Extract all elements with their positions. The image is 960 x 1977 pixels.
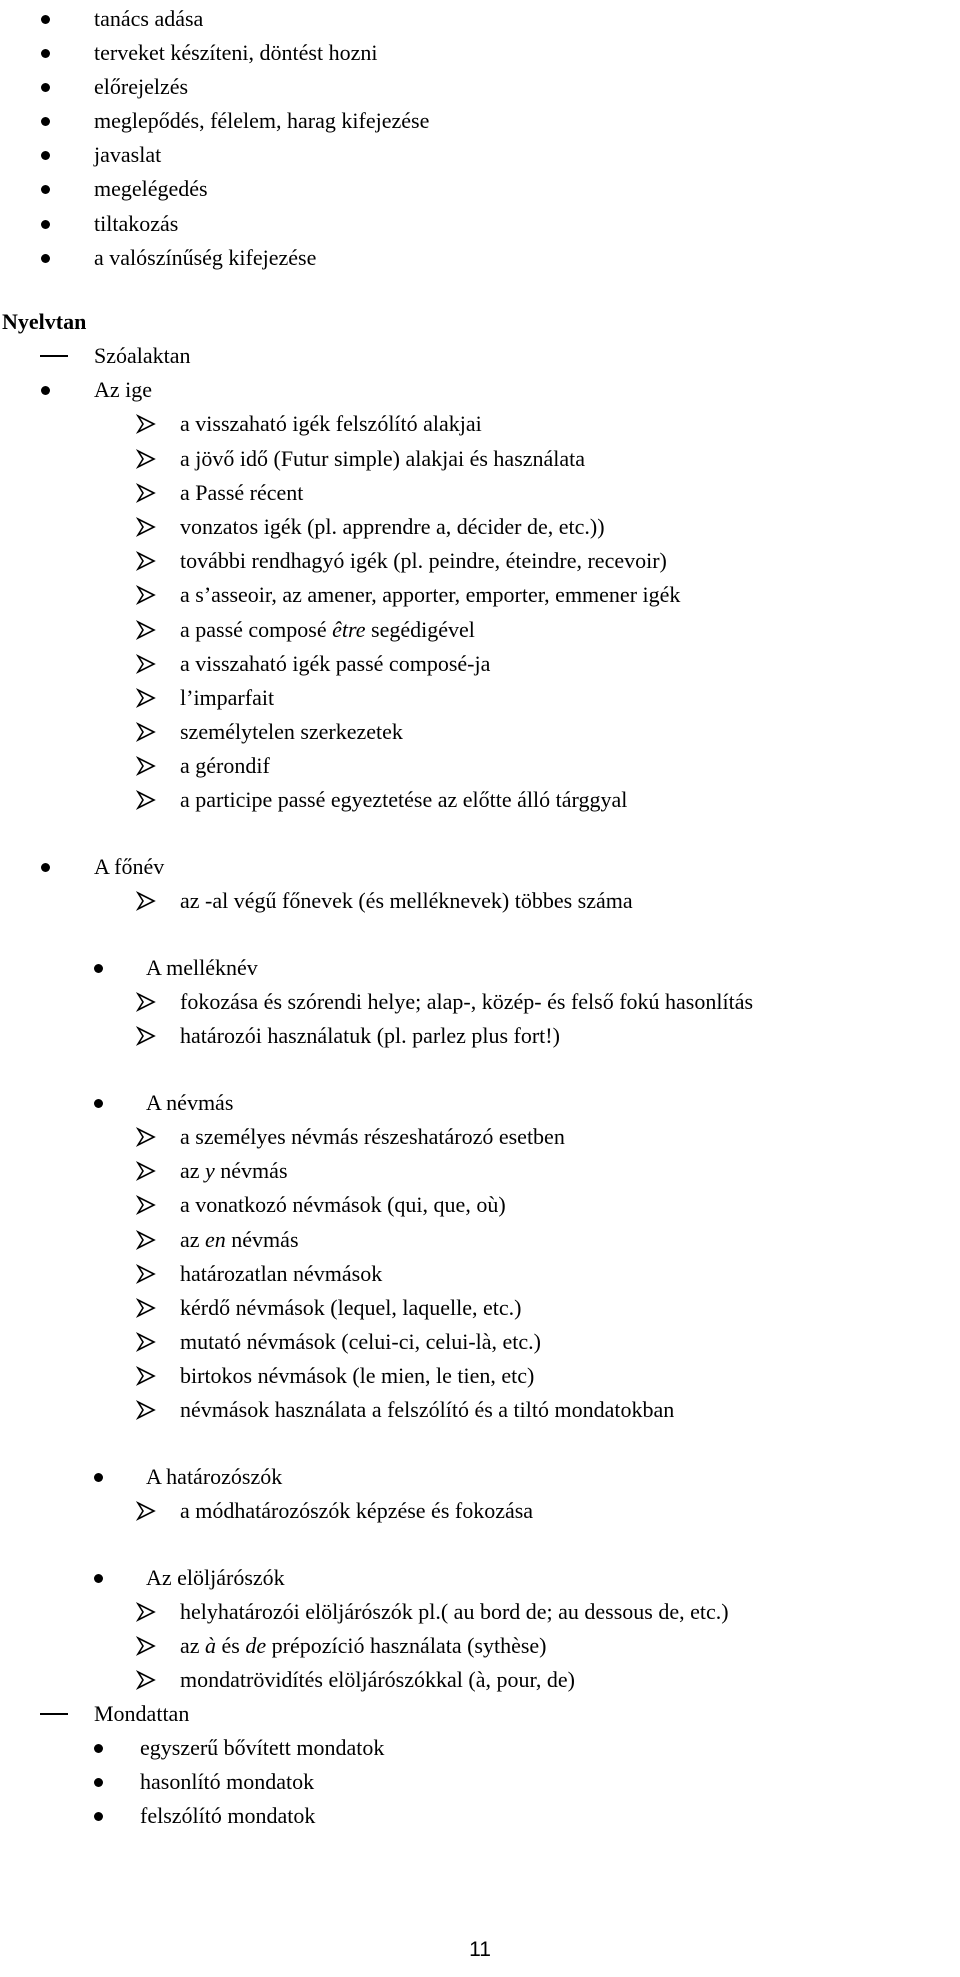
- arrow-bullet-icon: [136, 449, 156, 469]
- list-item-text: helyhatározói elöljárószók pl.( au bord de; au dessous de, etc.): [180, 1599, 729, 1624]
- arrow-bullet-icon: [136, 722, 156, 742]
- list-item-text: A főnév: [94, 854, 165, 879]
- list-item-text: A melléknév: [146, 955, 258, 980]
- list-item-text: fokozása és szórendi helye; alap-, közép- és felső fokú hasonlítás: [180, 989, 754, 1014]
- list-item-text: Az ige: [94, 377, 153, 402]
- list-item-text: mondatrövidítés elöljárószókkal (à, pour, de): [180, 1667, 576, 1692]
- arrow-bullet-icon: [136, 891, 156, 911]
- list-item-text: az -al végű főnevek (és melléknevek) többes száma: [180, 888, 633, 913]
- dash-icon: [40, 1713, 68, 1715]
- arrow-bullet-icon: [136, 1332, 156, 1352]
- list-item-text: egyszerű bővített mondatok: [140, 1735, 385, 1760]
- arrow-bullet-icon: [136, 1264, 156, 1284]
- list-item-text: tiltakozás: [94, 211, 179, 236]
- bullet-icon: [41, 15, 50, 24]
- bullet-icon: [41, 185, 50, 194]
- bullet-icon: [94, 1778, 103, 1787]
- list-item-text: a Passé récent: [180, 480, 304, 505]
- list-item-text: tanács adása: [94, 6, 204, 31]
- arrow-bullet-icon: [136, 1366, 156, 1386]
- bullet-icon: [94, 1473, 103, 1482]
- bullet-icon: [41, 151, 50, 160]
- list-item-text: a gérondif: [180, 753, 270, 778]
- list-item-text: az à és de prépozíció használata (sythèse): [180, 1633, 547, 1658]
- list-item-text: megelégedés: [94, 176, 208, 201]
- list-item-text: további rendhagyó igék (pl. peindre, éteindre, recevoir): [180, 548, 667, 573]
- list-item-text: mutató névmások (celui-ci, celui-là, etc.): [180, 1329, 542, 1354]
- bullet-icon: [41, 254, 50, 263]
- arrow-bullet-icon: [136, 992, 156, 1012]
- bullet-icon: [41, 220, 50, 229]
- list-item-text: a valószínűség kifejezése: [94, 245, 317, 270]
- list-item-text: a személyes névmás részeshatározó esetben: [180, 1124, 565, 1149]
- list-item-text: a módhatározószók képzése és fokozása: [180, 1498, 534, 1523]
- arrow-bullet-icon: [136, 688, 156, 708]
- list-item-text: A névmás: [146, 1090, 234, 1115]
- arrow-bullet-icon: [136, 483, 156, 503]
- list-item-text: az en névmás: [180, 1227, 299, 1252]
- list-item-text: hasonlító mondatok: [140, 1769, 315, 1794]
- bullet-icon: [41, 83, 50, 92]
- arrow-bullet-icon: [136, 1298, 156, 1318]
- list-item-text: a passé composé être segédigével: [180, 617, 475, 642]
- arrow-bullet-icon: [136, 790, 156, 810]
- list-item-text: Szóalaktan: [94, 343, 191, 368]
- bullet-icon: [94, 1744, 103, 1753]
- list-item-text: előrejelzés: [94, 74, 189, 99]
- arrow-bullet-icon: [136, 1602, 156, 1622]
- list-item-text: az y névmás: [180, 1158, 288, 1183]
- bullet-icon: [41, 386, 50, 395]
- bullet-icon: [94, 1099, 103, 1108]
- arrow-bullet-icon: [136, 1670, 156, 1690]
- arrow-bullet-icon: [136, 1230, 156, 1250]
- heading-text: Nyelvtan: [2, 309, 87, 334]
- arrow-bullet-icon: [136, 585, 156, 605]
- list-item-text: terveket készíteni, döntést hozni: [94, 40, 378, 65]
- bullet-icon: [41, 49, 50, 58]
- list-item-text: l’imparfait: [180, 685, 275, 710]
- arrow-bullet-icon: [136, 1400, 156, 1420]
- arrow-bullet-icon: [136, 551, 156, 571]
- list-item-text: birtokos névmások (le mien, le tien, etc): [180, 1363, 535, 1388]
- list-item-text: kérdő névmások (lequel, laquelle, etc.): [180, 1295, 522, 1320]
- list-item-text: a visszaható igék felszólító alakjai: [180, 411, 482, 436]
- arrow-bullet-icon: [136, 1026, 156, 1046]
- arrow-bullet-icon: [136, 654, 156, 674]
- bullet-icon: [94, 1812, 103, 1821]
- list-item-text: személytelen szerkezetek: [180, 719, 403, 744]
- list-item-text: a participe passé egyeztetése az előtte álló tárggyal: [180, 787, 628, 812]
- arrow-bullet-icon: [136, 756, 156, 776]
- arrow-bullet-icon: [136, 1501, 156, 1521]
- list-item-text: Az elöljárószók: [146, 1565, 285, 1590]
- dash-icon: [40, 355, 68, 357]
- arrow-bullet-icon: [136, 1127, 156, 1147]
- bullet-icon: [41, 117, 50, 126]
- arrow-bullet-icon: [136, 517, 156, 537]
- bullet-icon: [41, 863, 50, 872]
- list-item-text: Mondattan: [94, 1701, 190, 1726]
- list-item-text: a s’asseoir, az amener, apporter, emporter, emmener igék: [180, 582, 681, 607]
- page-number: 11: [469, 1938, 491, 1961]
- list-item-text: felszólító mondatok: [140, 1803, 316, 1828]
- arrow-bullet-icon: [136, 414, 156, 434]
- arrow-bullet-icon: [136, 620, 156, 640]
- list-item-text: a visszaható igék passé composé-ja: [180, 651, 491, 676]
- list-item-text: határozatlan névmások: [180, 1261, 383, 1286]
- list-item-text: a jövő idő (Futur simple) alakjai és használata: [180, 446, 586, 471]
- list-item-text: határozói használatuk (pl. parlez plus fort!): [180, 1023, 560, 1048]
- list-item-text: A határozószók: [146, 1464, 283, 1489]
- list-item-text: javaslat: [94, 142, 162, 167]
- list-item-text: névmások használata a felszólító és a tiltó mondatokban: [180, 1397, 675, 1422]
- bullet-icon: [94, 964, 103, 973]
- arrow-bullet-icon: [136, 1161, 156, 1181]
- arrow-bullet-icon: [136, 1636, 156, 1656]
- list-item-text: a vonatkozó névmások (qui, que, où): [180, 1192, 506, 1217]
- list-item-text: meglepődés, félelem, harag kifejezése: [94, 108, 430, 133]
- list-item-text: vonzatos igék (pl. apprendre a, décider de, etc.)): [180, 514, 605, 539]
- bullet-icon: [94, 1574, 103, 1583]
- arrow-bullet-icon: [136, 1195, 156, 1215]
